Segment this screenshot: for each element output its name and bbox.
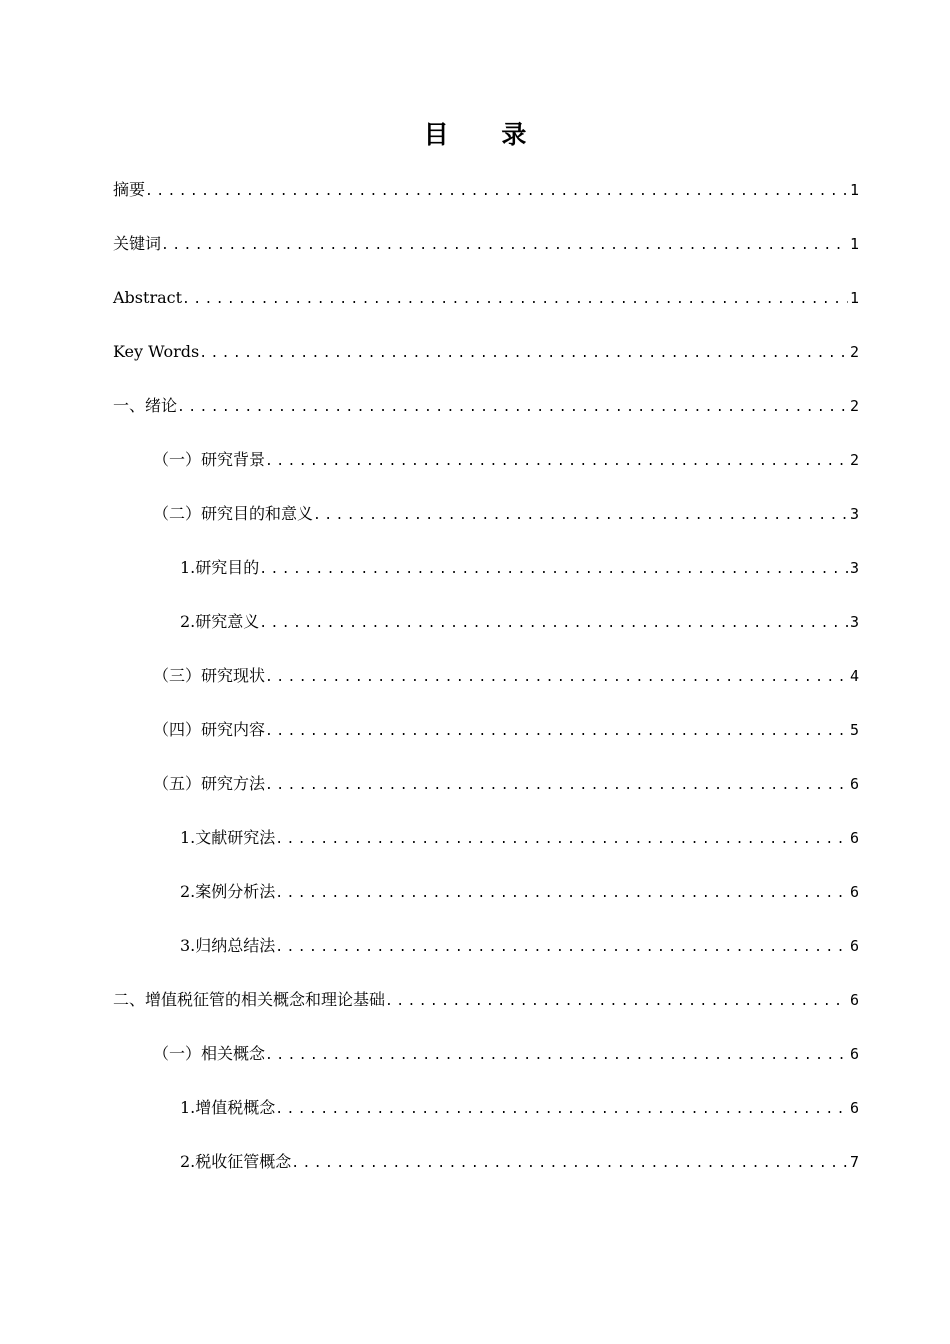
toc-entry-label: Abstract: [113, 288, 183, 307]
toc-leader-dots: [265, 774, 848, 798]
toc-leader-dots: [265, 1044, 848, 1068]
toc-page-number: 4: [849, 667, 859, 685]
toc-entry-subsection-1-2-1[interactable]: [113, 556, 859, 610]
toc-leader-dots: [145, 180, 848, 204]
toc-entry-section-1-3[interactable]: [113, 664, 859, 718]
toc-page-number: 6: [849, 775, 859, 793]
toc-page-number: 3: [849, 505, 859, 523]
toc-page-number: 2: [849, 397, 859, 415]
toc-entry-section-1-2[interactable]: [113, 502, 859, 556]
toc-leader-dots: [265, 450, 848, 474]
toc-entry-section-1-5[interactable]: [113, 772, 859, 826]
toc-entry-label: 2.研究意义: [180, 612, 260, 631]
toc-entry-label: 1.研究目的: [180, 558, 260, 577]
toc-page-number: 1: [849, 235, 859, 253]
toc-entry-label: （三）研究现状: [153, 666, 266, 685]
toc-leader-dots: [265, 720, 848, 744]
toc-page-number: 3: [849, 613, 859, 631]
toc-leader-dots: [259, 612, 848, 636]
toc-entry-label: （二）研究目的和意义: [153, 504, 314, 523]
toc-entry-label: （一）相关概念: [153, 1044, 266, 1063]
toc-entry-subsection-2-1-1[interactable]: [113, 1096, 859, 1150]
toc-page-number: 2: [849, 451, 859, 469]
toc-leader-dots: [291, 1152, 848, 1176]
toc-entry-label: 2.税收征管概念: [180, 1152, 292, 1171]
toc-leader-dots: [199, 342, 848, 366]
toc-leader-dots: [161, 234, 848, 258]
toc-entry-label: 1.文献研究法: [180, 828, 276, 847]
toc-entry-chapter-2[interactable]: [113, 988, 859, 1042]
toc-entry-label: 2.案例分析法: [180, 882, 276, 901]
toc-entry-abstract-en[interactable]: [113, 286, 859, 340]
toc-page-number: 5: [849, 721, 859, 739]
toc-title: 目 录: [423, 120, 549, 149]
toc-entry-keywords-en[interactable]: [113, 340, 859, 394]
toc-page-number: 7: [849, 1153, 859, 1171]
toc-entry-label: （五）研究方法: [153, 774, 266, 793]
toc-page-number: 6: [849, 883, 859, 901]
toc-entry-subsection-1-5-3[interactable]: [113, 934, 859, 988]
table-of-contents: [113, 178, 859, 1204]
toc-leader-dots: [275, 882, 848, 906]
toc-entry-subsection-1-5-2[interactable]: [113, 880, 859, 934]
toc-leader-dots: [177, 396, 848, 420]
toc-leader-dots: [275, 828, 848, 852]
toc-leader-dots: [385, 990, 848, 1014]
toc-entry-label: 摘要: [113, 180, 146, 199]
toc-entry-section-1-1[interactable]: [113, 448, 859, 502]
toc-entry-label: 一、绪论: [113, 396, 178, 415]
toc-page-number: 2: [849, 343, 859, 361]
toc-page-number: 6: [849, 991, 859, 1009]
toc-entry-subsection-1-2-2[interactable]: [113, 610, 859, 664]
toc-leader-dots: [275, 936, 848, 960]
toc-leader-dots: [182, 288, 848, 312]
toc-entry-label: 关键词: [113, 234, 162, 253]
toc-entry-chapter-1[interactable]: [113, 394, 859, 448]
toc-entry-label: 3.归纳总结法: [180, 936, 276, 955]
toc-entry-label: （一）研究背景: [153, 450, 266, 469]
toc-entry-subsection-2-1-2[interactable]: [113, 1150, 859, 1204]
toc-leader-dots: [275, 1098, 848, 1122]
toc-entry-subsection-1-5-1[interactable]: [113, 826, 859, 880]
toc-leader-dots: [265, 666, 848, 690]
toc-entry-keywords-cn[interactable]: [113, 232, 859, 286]
toc-entry-label: 1.增值税概念: [180, 1098, 276, 1117]
toc-leader-dots: [259, 558, 848, 582]
toc-entry-section-2-1[interactable]: [113, 1042, 859, 1096]
toc-entry-abstract-cn[interactable]: [113, 178, 859, 232]
toc-entry-section-1-4[interactable]: [113, 718, 859, 772]
toc-page-number: 6: [849, 937, 859, 955]
toc-page-number: 6: [849, 1045, 859, 1063]
toc-page-number: 1: [849, 289, 859, 307]
toc-page-number: 6: [849, 1099, 859, 1117]
toc-entry-label: Key Words: [113, 342, 200, 361]
toc-entry-label: 二、增值税征管的相关概念和理论基础: [113, 990, 386, 1009]
toc-leader-dots: [313, 504, 848, 528]
toc-page-number: 3: [849, 559, 859, 577]
toc-page-number: 1: [849, 181, 859, 199]
toc-page-number: 6: [849, 829, 859, 847]
toc-entry-label: （四）研究内容: [153, 720, 266, 739]
